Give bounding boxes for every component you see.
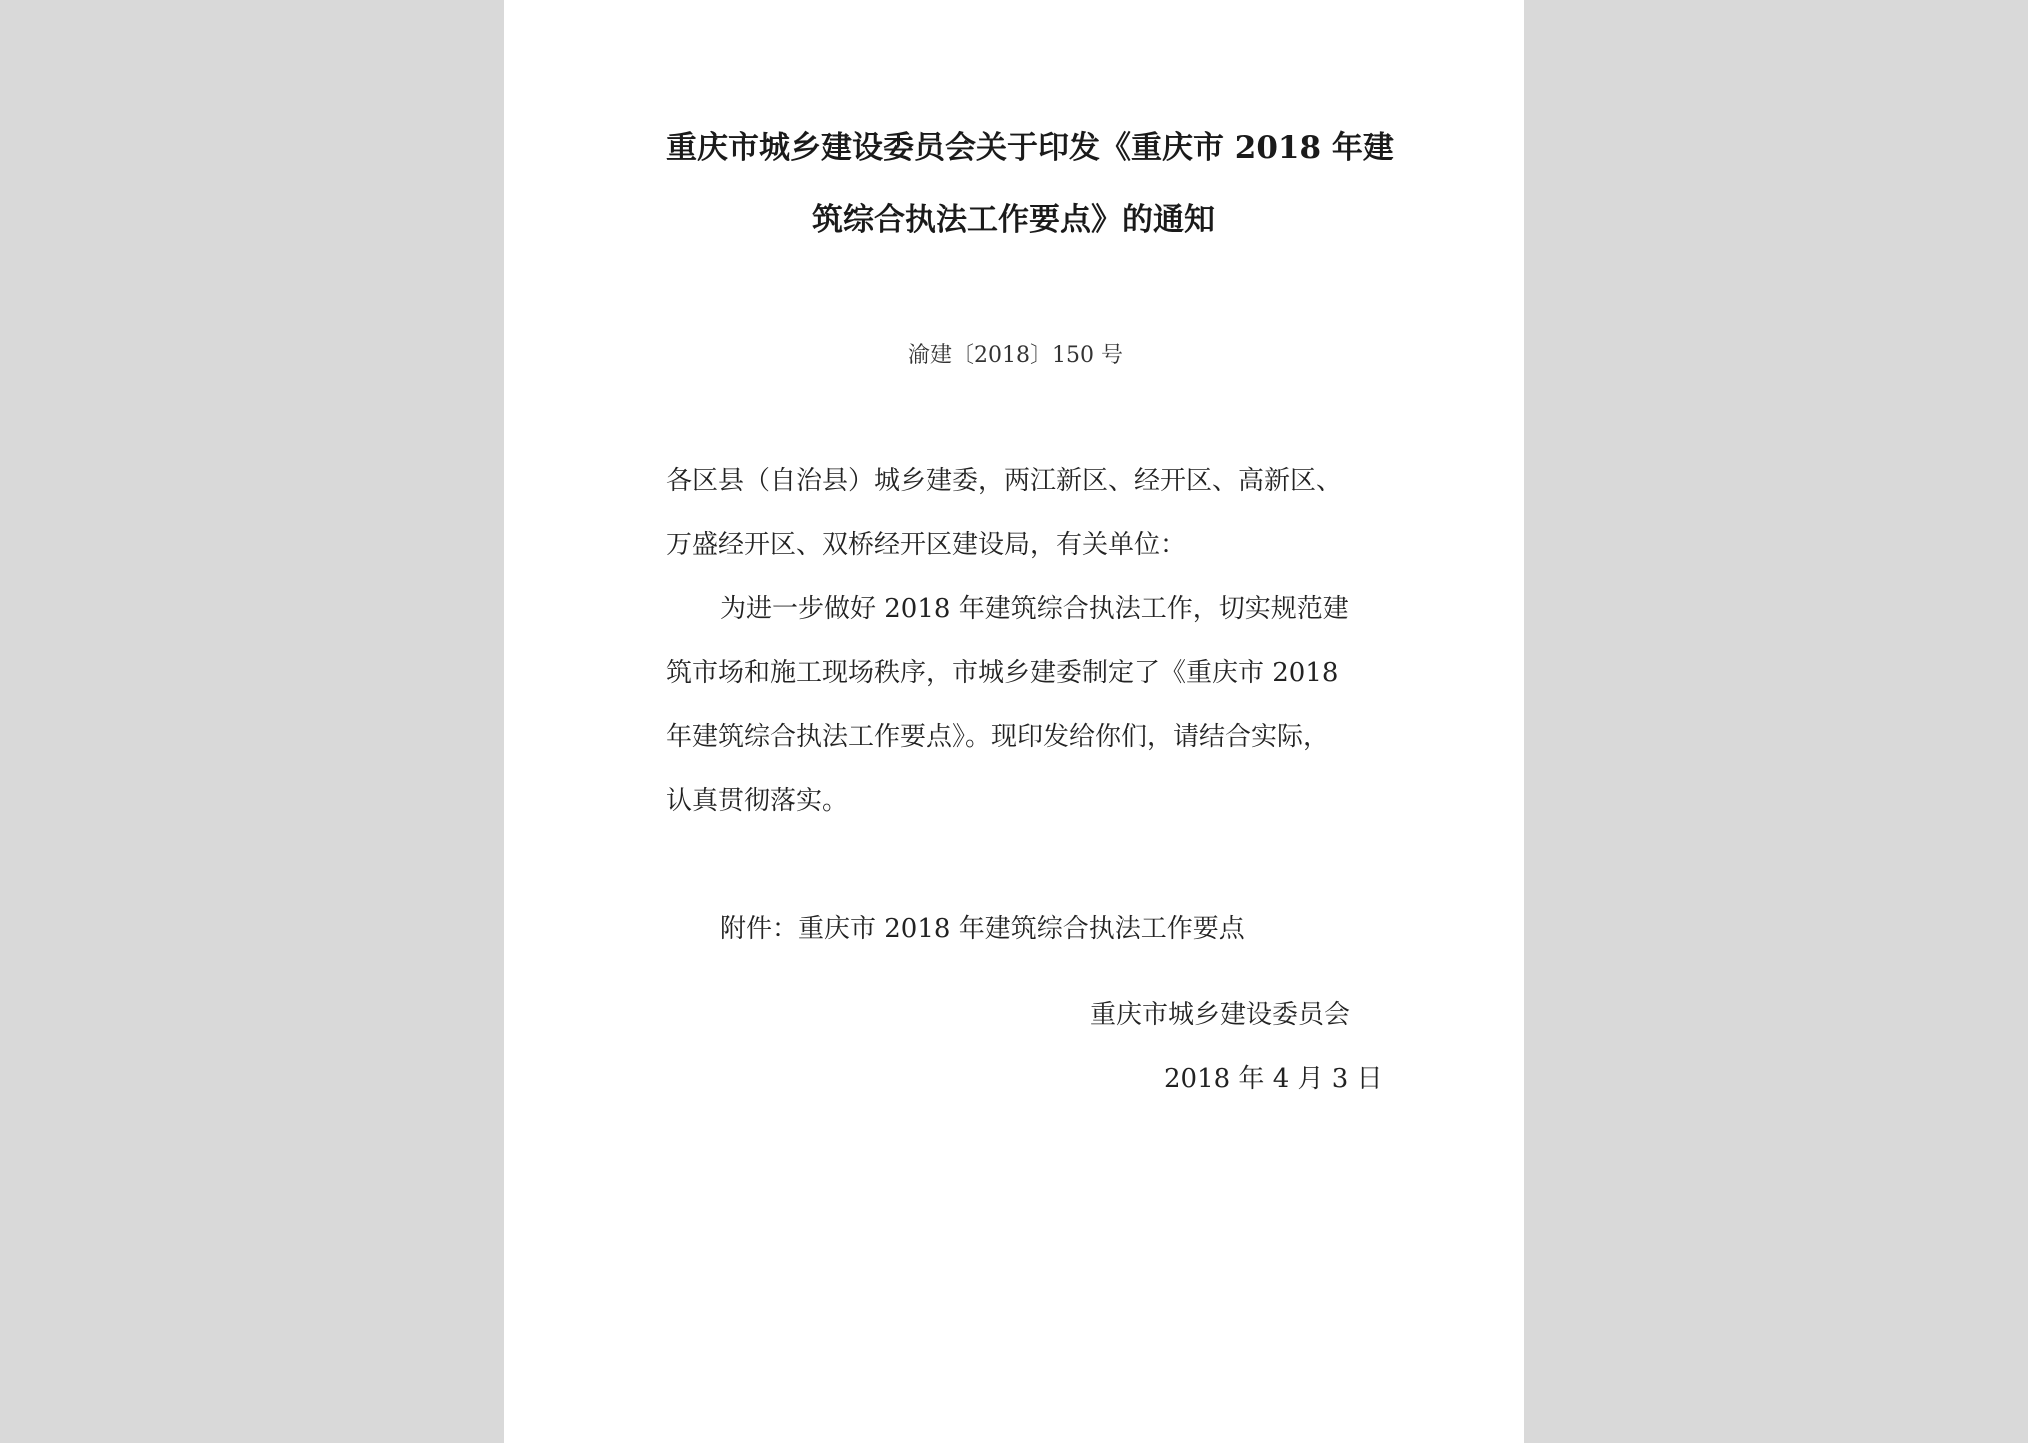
- document-title-line-1: 重庆市城乡建设委员会关于印发《重庆市 2018 年建: [666, 130, 1394, 166]
- document-page: [504, 0, 1524, 1443]
- attachment-note: 附件：重庆市 2018 年建筑综合执法工作要点: [720, 914, 1245, 944]
- body-line: 万盛经开区、双桥经开区建设局，有关单位：: [666, 530, 1187, 560]
- body-line: 年建筑综合执法工作要点》。现印发给你们，请结合实际，: [666, 722, 1330, 752]
- document-number: 渝建〔2018〕150 号: [908, 343, 1123, 368]
- body-line: 各区县（自治县）城乡建委，两江新区、经开区、高新区、: [666, 466, 1343, 496]
- signature-date: 2018 年 4 月 3 日: [1164, 1064, 1383, 1094]
- body-line: 筑市场和施工现场秩序，市城乡建委制定了《重庆市 2018: [666, 658, 1339, 688]
- signature-organization: 重庆市城乡建设委员会: [1090, 1000, 1351, 1030]
- body-line: 为进一步做好 2018 年建筑综合执法工作，切实规范建: [720, 594, 1349, 624]
- body-line: 认真贯彻落实。: [666, 786, 849, 816]
- document-title-line-2: 筑综合执法工作要点》的通知: [812, 202, 1215, 238]
